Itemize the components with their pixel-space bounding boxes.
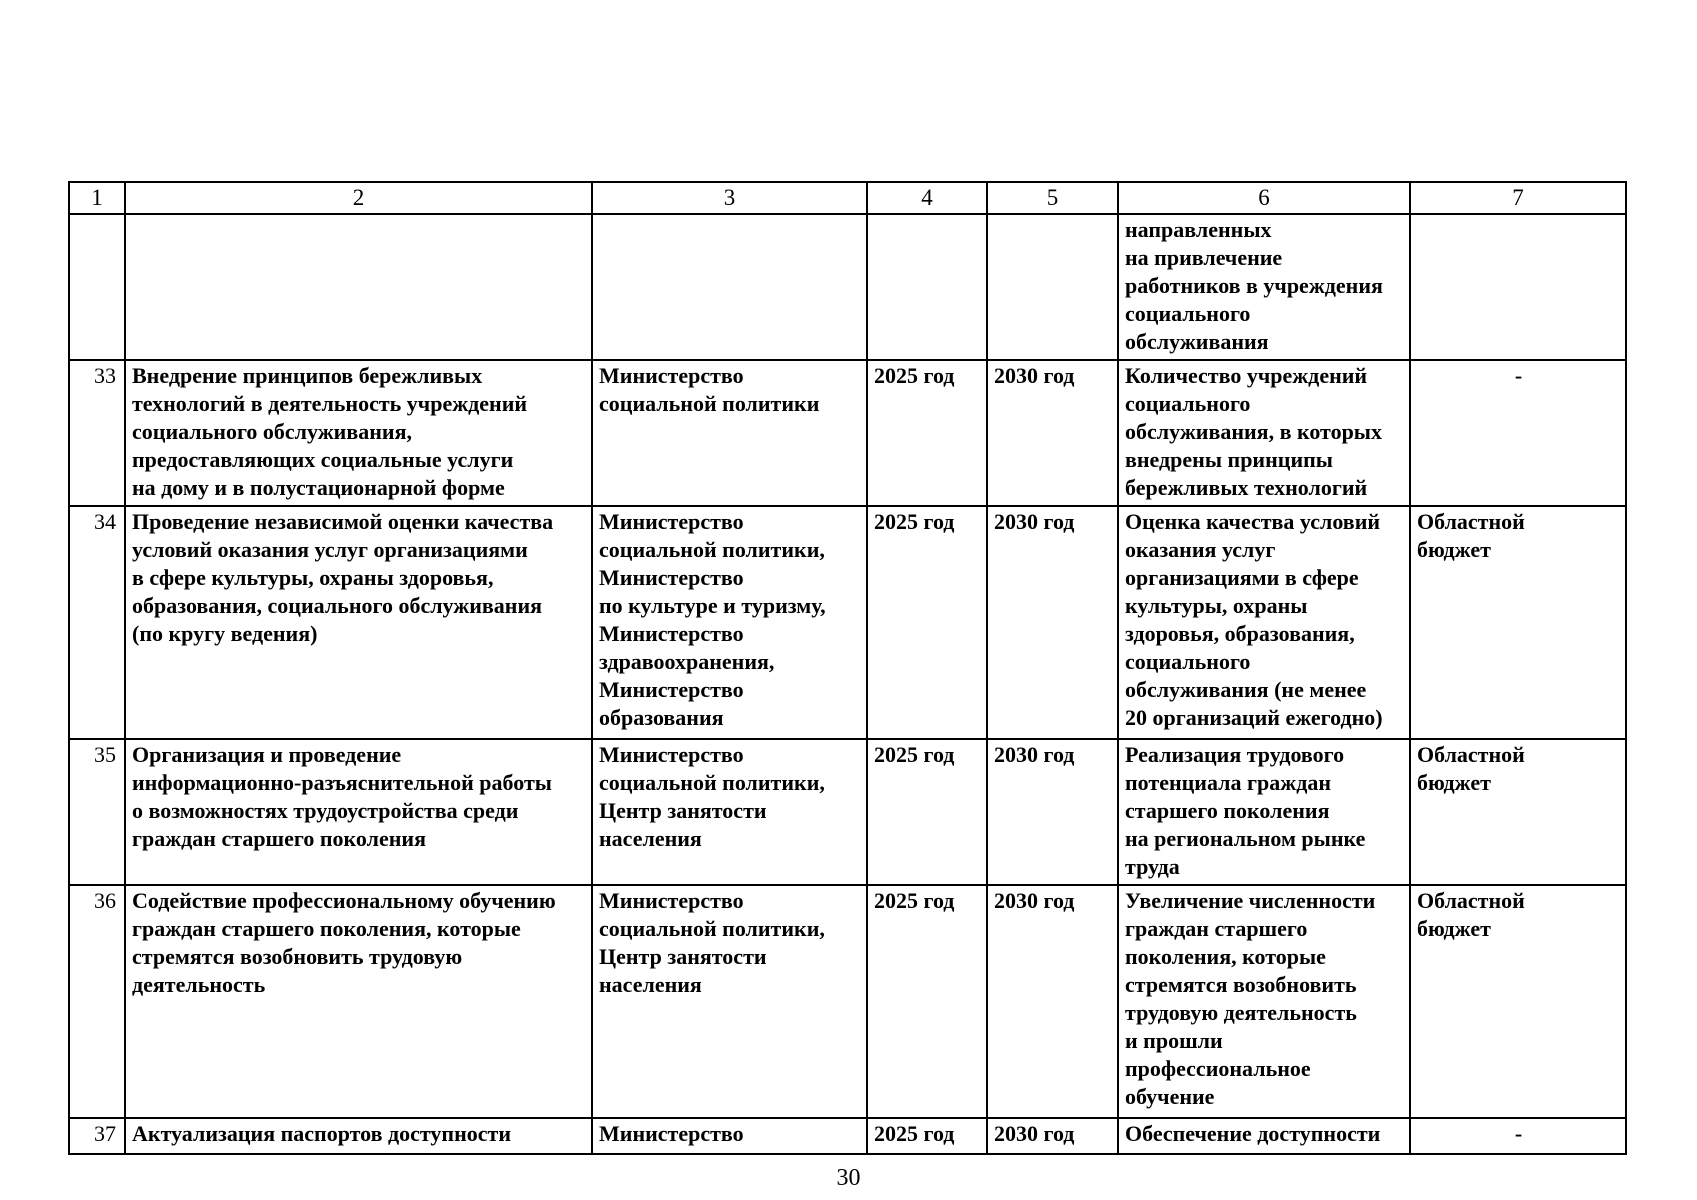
table-row (69, 360, 1626, 506)
executor-cell: Министерство социальной политики (592, 360, 867, 506)
row-number: 33 (69, 360, 125, 506)
result-cell: направленных на привлечение работников в учреждения социального обслуживания (1118, 214, 1410, 360)
page-number: 30 (836, 1165, 861, 1191)
table-row (69, 214, 1626, 360)
start-cell: 2025 год (867, 360, 987, 506)
event-cell (125, 214, 592, 360)
column-header-1: 1 (69, 182, 125, 214)
funding-cell: - (1410, 360, 1626, 506)
event-cell: Актуализация паспортов доступности (125, 1118, 592, 1154)
executor-cell: Министерство (592, 1118, 867, 1154)
table-row (69, 885, 1626, 1118)
column-header-6: 6 (1118, 182, 1410, 214)
row-number: 35 (69, 739, 125, 885)
end-cell: 2030 год (987, 739, 1118, 885)
table-row (69, 506, 1626, 739)
end-cell: 2030 год (987, 885, 1118, 1118)
column-header-3: 3 (592, 182, 867, 214)
result-cell: Количество учреждений социального обслуживания, в которых внедрены принципы бережливых технологий (1118, 360, 1410, 506)
start-cell: 2025 год (867, 506, 987, 739)
funding-cell: Областной бюджет (1410, 739, 1626, 885)
header-row (69, 182, 1626, 214)
end-cell: 2030 год (987, 506, 1118, 739)
column-header-5: 5 (987, 182, 1118, 214)
funding-cell: - (1410, 1118, 1626, 1154)
start-cell: 2025 год (867, 885, 987, 1118)
table-row (69, 739, 1626, 885)
start-cell: 2025 год (867, 1118, 987, 1154)
funding-cell: Областной бюджет (1410, 885, 1626, 1118)
executor-cell: Министерство социальной политики, Центр занятости населения (592, 739, 867, 885)
row-number: 37 (69, 1118, 125, 1154)
column-header-4: 4 (867, 182, 987, 214)
column-header-2: 2 (125, 182, 592, 214)
measures-table (68, 181, 1627, 1155)
row-number (69, 214, 125, 360)
executor-cell: Министерство социальной политики, Центр занятости населения (592, 885, 867, 1118)
row-number: 34 (69, 506, 125, 739)
event-cell: Организация и проведение информационно-разъяснительной работы о возможностях трудоустройства среди граждан старшего поколения (125, 739, 592, 885)
start-cell (867, 214, 987, 360)
result-cell: Обеспечение доступности (1118, 1118, 1410, 1154)
row-number: 36 (69, 885, 125, 1118)
end-cell: 2030 год (987, 1118, 1118, 1154)
result-cell: Оценка качества условий оказания услуг организациями в сфере культуры, охраны здоровья, образования, социального обслуживания (не менее 20 организаций ежегодно) (1118, 506, 1410, 739)
event-cell: Внедрение принципов бережливых технологий в деятельность учреждений социального обслуживания, предоставляющих социальные услуги на дому и в полустационарной форме (125, 360, 592, 506)
column-header-7: 7 (1410, 182, 1626, 214)
start-cell: 2025 год (867, 739, 987, 885)
event-cell: Проведение независимой оценки качества условий оказания услуг организациями в сфере культуры, охраны здоровья, образования, социального обслуживания (по кругу ведения) (125, 506, 592, 739)
result-cell: Реализация трудового потенциала граждан старшего поколения на региональном рынке труда (1118, 739, 1410, 885)
executor-cell (592, 214, 867, 360)
table-row (69, 1118, 1626, 1154)
executor-cell: Министерство социальной политики, Министерство по культуре и туризму, Министерство здравоохранения, Министерство образования (592, 506, 867, 739)
funding-cell (1410, 214, 1626, 360)
funding-cell: Областной бюджет (1410, 506, 1626, 739)
result-cell: Увеличение численности граждан старшего поколения, которые стремятся возобновить трудовую деятельность и прошли профессиональное обучение (1118, 885, 1410, 1118)
end-cell: 2030 год (987, 360, 1118, 506)
event-cell: Содействие профессиональному обучению граждан старшего поколения, которые стремятся возобновить трудовую деятельность (125, 885, 592, 1118)
end-cell (987, 214, 1118, 360)
